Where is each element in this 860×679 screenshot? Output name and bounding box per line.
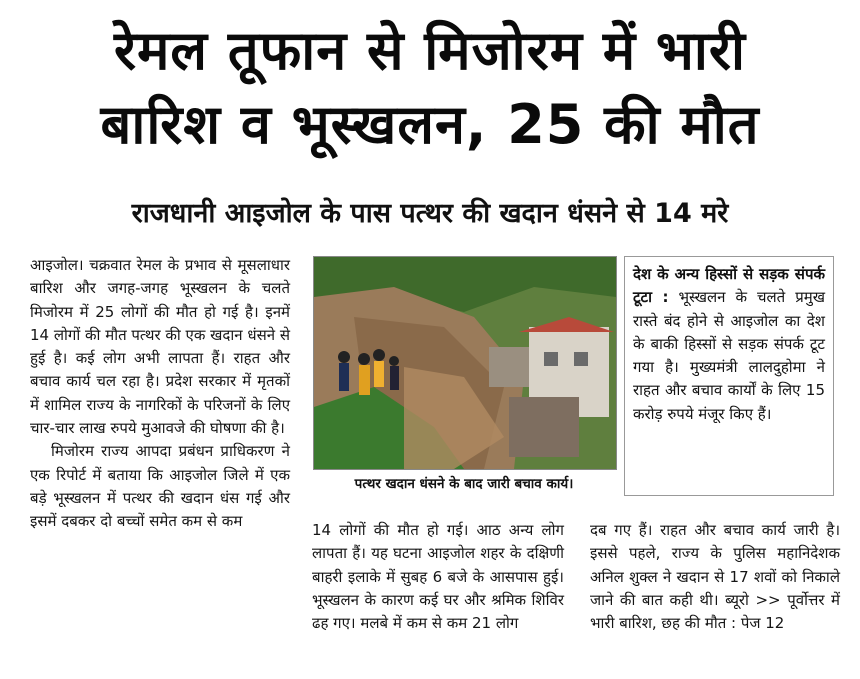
sidebar-heading: देश के अन्य हिस्सों से सड़क संपर्क टूटा : — [633, 265, 825, 307]
subheadline: राजधानी आइजोल के पास पत्थर की खदान धंसने से 14 मरे — [131, 198, 729, 229]
column1-paragraph-2: मिजोरम राज्य आपदा प्रबंधन प्राधिकरण ने एक रिपोर्ट में बताया कि आइजोल जिले में एक बड़े भूस्खलन में पत्थर की खदान धंस गई और इसमें दबकर दो बच्चों समेत कम से कम — [30, 442, 290, 531]
article-column-2 — [312, 519, 564, 635]
column1-paragraph-1: आइजोल। चक्रवात रेमल के प्रभाव से मूसलाधार बारिश और जगह-जगह भूस्खलन के चलते मिजोरम में 25 लोगों की मौत हो गई है। इनमें 14 लोगों की मौत पत्थर की एक खदान धंसने से हुई है। कई लोग अभी लापता हैं। राहत और बचाव कार्य चल रहा है। प्रदेश सरकार में मृतकों में शामिल राज्य के नागरिकों के परिजनों के लिए चार-चार लाख रुपये मुआवजे की घोषणा की है। — [30, 256, 290, 438]
column2-text: 14 लोगों की मौत हो गई। आठ अन्य लोग लापता हैं। यह घटना आइजोल शहर के दक्षिणी बाहरी इलाके में सुबह 6 बजे के आसपास हुई। भूस्खलन के कारण कई घर और श्रमिक शिविर ढह गए। मलबे में कम से कम 21 लोग — [312, 521, 564, 633]
headline-line-1: रेमल तूफान से मिजोरम में भारी — [114, 19, 746, 82]
sidebar-box — [624, 256, 834, 496]
landslide-rescue-scene-illustration — [314, 257, 616, 469]
article-column-1 — [30, 254, 290, 534]
article-column-3 — [590, 519, 840, 635]
headline — [0, 14, 860, 162]
news-photo — [313, 256, 617, 470]
column3-text: दब गए हैं। राहत और बचाव कार्य जारी है। इससे पहले, राज्य के पुलिस महानिदेशक अनिल शुक्ल ने खदान से 17 शवों को निकाले जाने की बात कही थी। ब्यूरो >> पूर्वोत्तर में भारी बारिश, छह की मौत : पेज 12 — [590, 521, 840, 633]
headline-line-2: बारिश व भूस्खलन, 25 की मौत — [100, 93, 760, 156]
sidebar-text: भूस्खलन के चलते प्रमुख रास्ते बंद होने से आइजोल का देश के बाकी हिस्सों से सड़क संपर्क टूट गया है। मुख्यमंत्री लालदुहोमा ने राहत और बचाव कार्यों के लिए 15 करोड़ रुपये मंजूर किए हैं। — [633, 288, 825, 423]
photo-caption: पत्थर खदान धंसने के बाद जारी बचाव कार्य। — [354, 476, 574, 492]
